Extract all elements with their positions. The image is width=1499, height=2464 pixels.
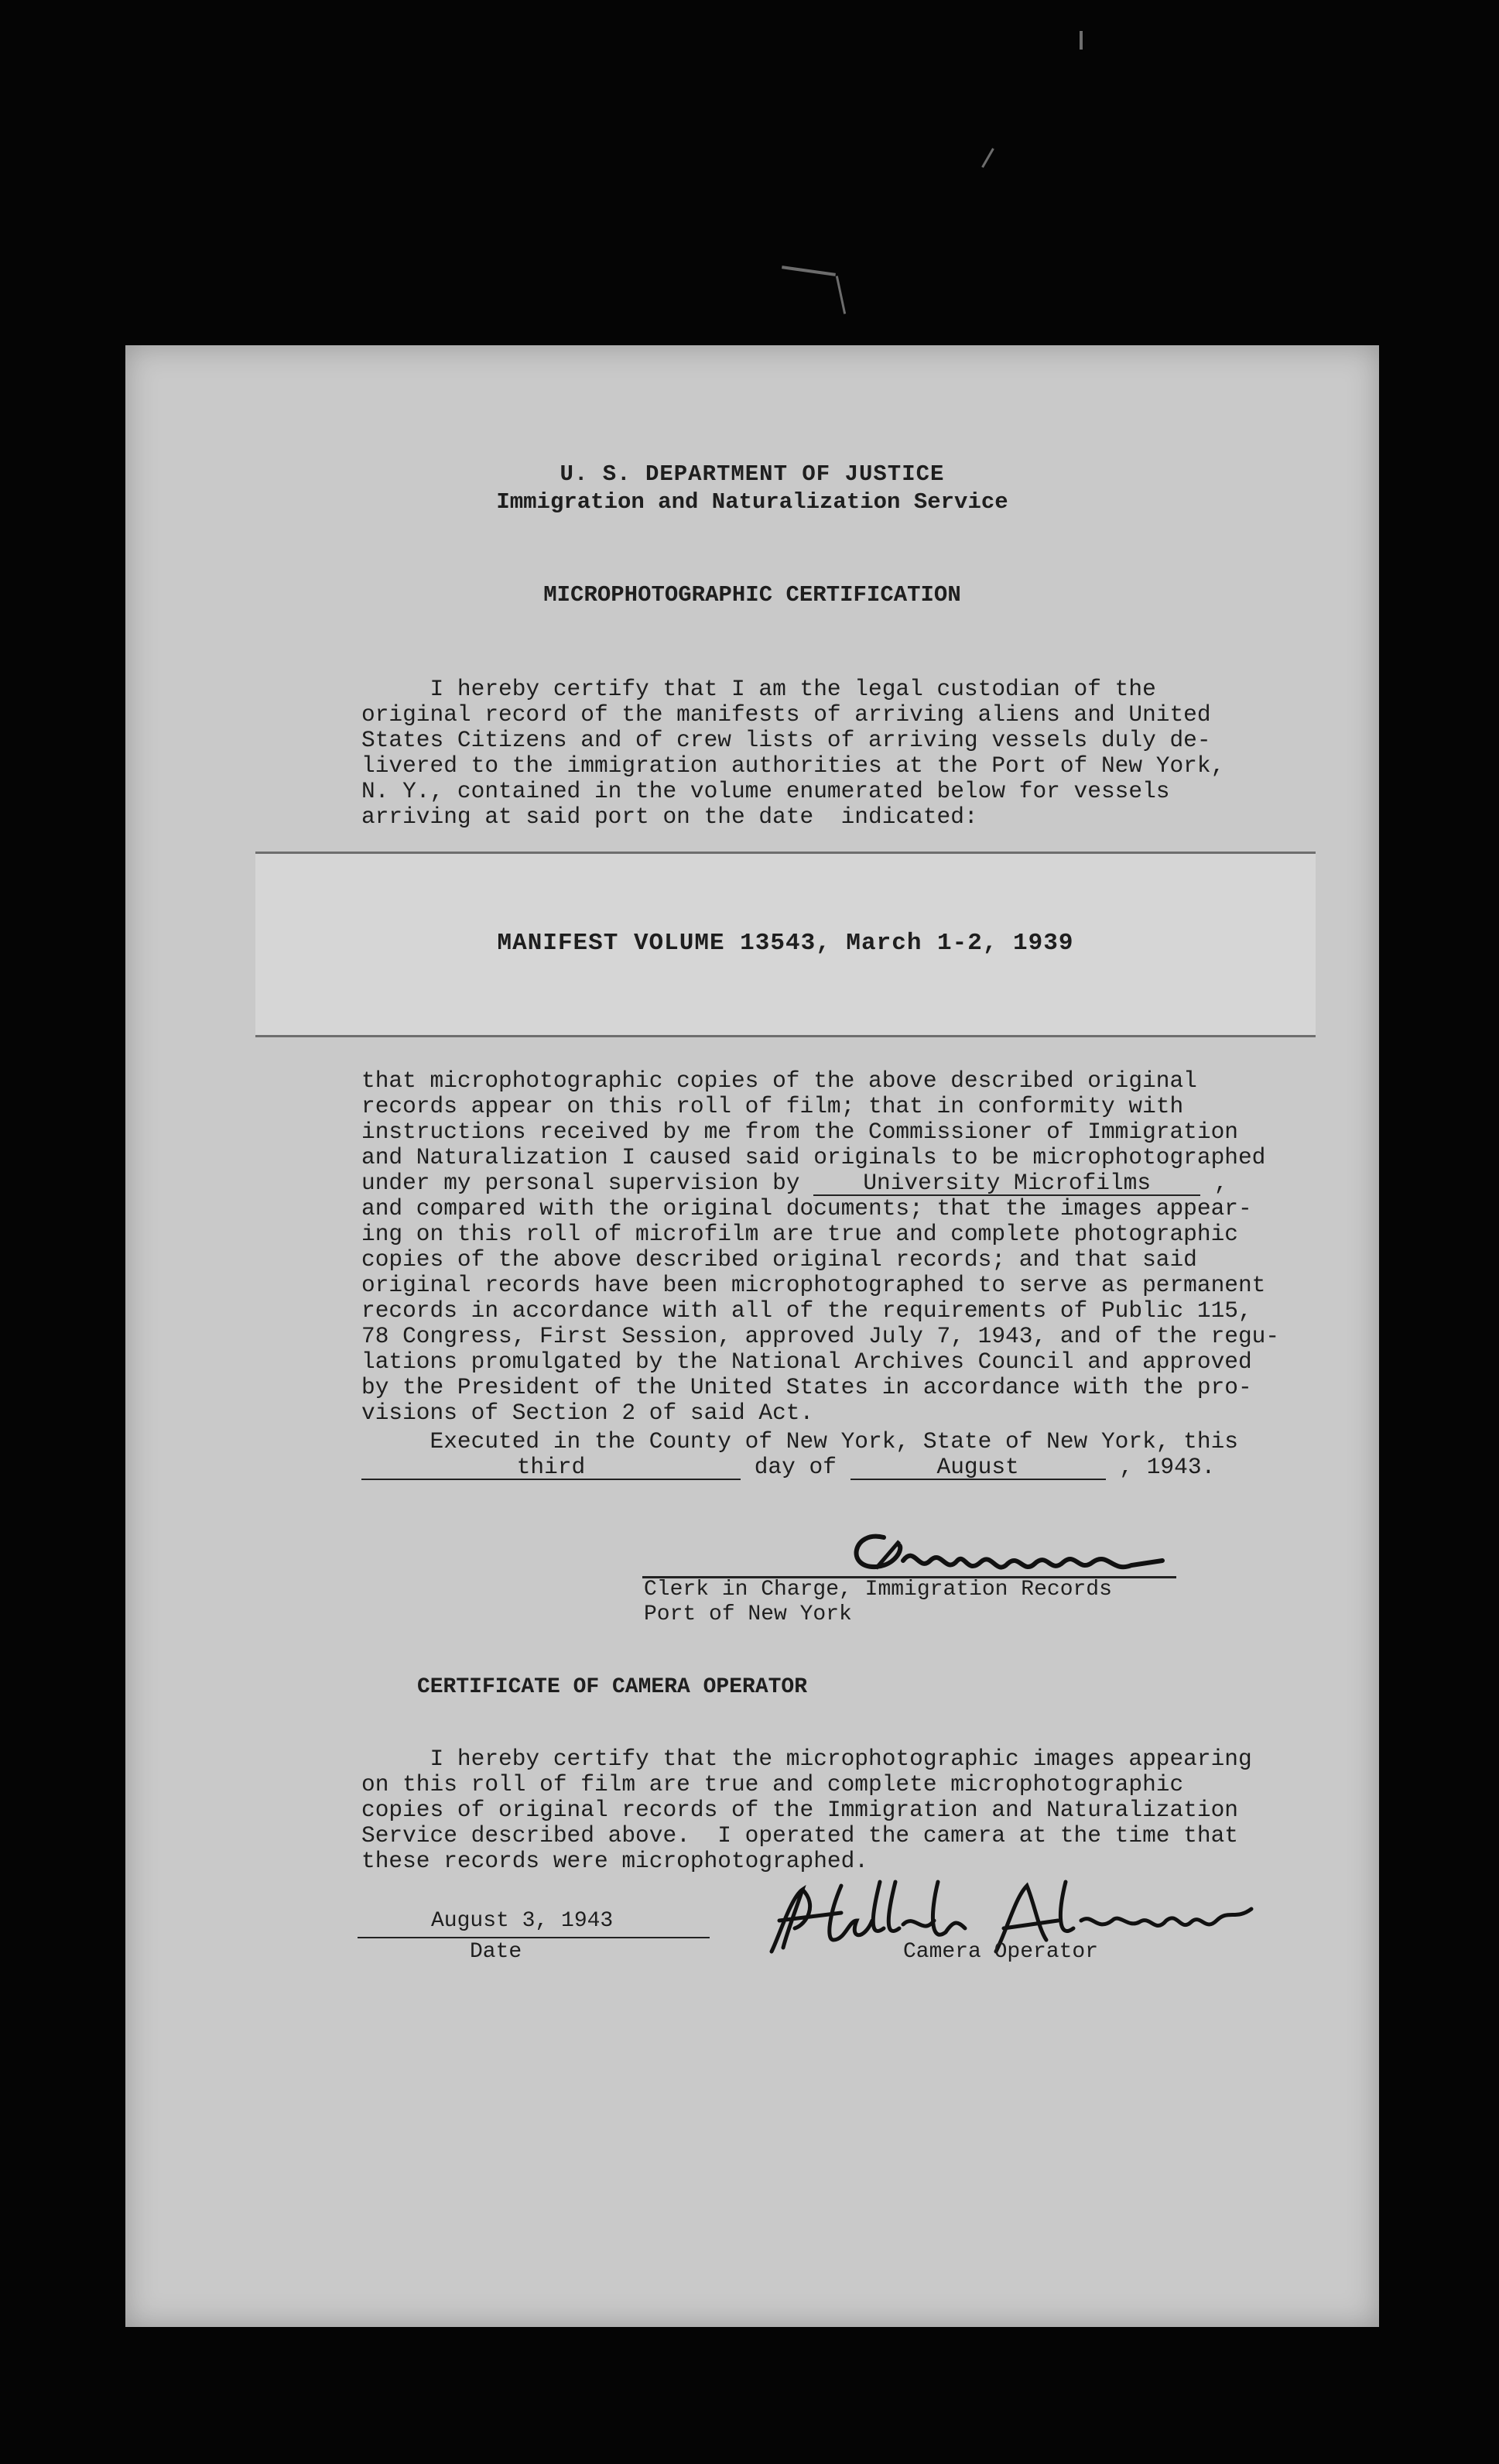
text-line: records appear on this roll of film; that in conformity with — [361, 1093, 1184, 1119]
service-heading: Immigration and Naturalization Service — [496, 489, 1008, 515]
supervision-name: University Microfilms — [813, 1171, 1200, 1196]
text-line: records in accordance with all of the requirements of Public 115, — [361, 1297, 1252, 1324]
text-line: I hereby certify that I am the legal custodian of the — [361, 676, 1156, 702]
film-scratch — [981, 148, 994, 168]
text-line: lations promulgated by the National Archives Council and approved — [361, 1349, 1252, 1375]
text-line: States Citizens and of crew lists of arriving vessels duly de- — [361, 727, 1211, 753]
text-line: original record of the manifests of arriving aliens and United — [361, 701, 1211, 728]
text-line: on this roll of film are true and complete microphotographic — [361, 1771, 1184, 1797]
executed-month: August — [850, 1455, 1106, 1480]
camera-paragraph — [361, 1746, 1329, 1874]
department-heading: U. S. DEPARTMENT OF JUSTICE — [560, 461, 945, 487]
supervision-suffix: , — [1200, 1170, 1228, 1196]
text-line: and Naturalization I caused said originals to be microphotographed — [361, 1144, 1266, 1170]
operator-label: Camera Operator — [903, 1940, 1099, 1964]
text-line: ing on this roll of microfilm are true and complete photographic — [361, 1221, 1238, 1247]
executed-year: , 1943. — [1105, 1454, 1216, 1480]
text-line: N. Y., contained in the volume enumerated below for vessels — [361, 778, 1170, 804]
text-line: arriving at said port on the date indicated: — [361, 804, 978, 830]
text-line: and compared with the original documents; that the images appear- — [361, 1195, 1252, 1222]
text-line: I hereby certify that the microphotographic images appearing — [361, 1746, 1252, 1772]
executed-date-line — [361, 1455, 1238, 1480]
text-line: livered to the immigration authorities at the Port of New York, — [361, 752, 1225, 779]
clerk-title: Clerk in Charge, Immigration Records — [644, 1578, 1112, 1602]
supervision-prefix: under my personal supervision by — [361, 1170, 814, 1196]
text-line: 78 Congress, First Session, approved July 7, 1943, and of the regu- — [361, 1323, 1280, 1349]
executed-line: Executed in the County of New York, State of New York, this — [361, 1428, 1238, 1455]
operator-date: August 3, 1943 — [431, 1909, 614, 1933]
text-line: these records were microphotographed. — [361, 1848, 869, 1874]
executed-day-of: day of — [741, 1454, 850, 1480]
text-line: that microphotographic copies of the above described original — [361, 1068, 1197, 1094]
clerk-office: Port of New York — [644, 1602, 852, 1626]
executed-day: third — [361, 1455, 741, 1480]
camera-certificate-title: CERTIFICATE OF CAMERA OPERATOR — [416, 1675, 808, 1699]
text-line: visions of Section 2 of said Act. — [361, 1400, 814, 1426]
text-line: copies of original records of the Immigration and Naturalization — [361, 1797, 1238, 1823]
text-line: Service described above. I operated the camera at the time that — [361, 1822, 1238, 1849]
document-page — [125, 345, 1379, 2327]
manifest-volume: MANIFEST VOLUME 13543, March 1-2, 1939 — [497, 930, 1074, 957]
supervision-line — [361, 1170, 1329, 1196]
date-label: Date — [470, 1940, 522, 1964]
intro-paragraph — [361, 677, 1329, 830]
executed-block — [361, 1429, 1238, 1480]
text-line: original records have been microphotographed to serve as permanent — [361, 1272, 1266, 1298]
text-line: instructions received by me from the Commissioner of Immigration — [361, 1119, 1238, 1145]
text-line: by the President of the United States in accordance with the pro- — [361, 1374, 1252, 1400]
film-scratch — [836, 276, 846, 314]
text-line: copies of the above described original records; and that said — [361, 1246, 1197, 1273]
film-scratch — [1080, 31, 1083, 50]
film-scratch — [782, 266, 836, 276]
body-paragraph — [361, 1068, 1329, 1426]
manifest-strip — [255, 852, 1316, 1037]
certification-title: MICROPHOTOGRAPHIC CERTIFICATION — [543, 582, 961, 608]
date-line — [358, 1937, 710, 1938]
